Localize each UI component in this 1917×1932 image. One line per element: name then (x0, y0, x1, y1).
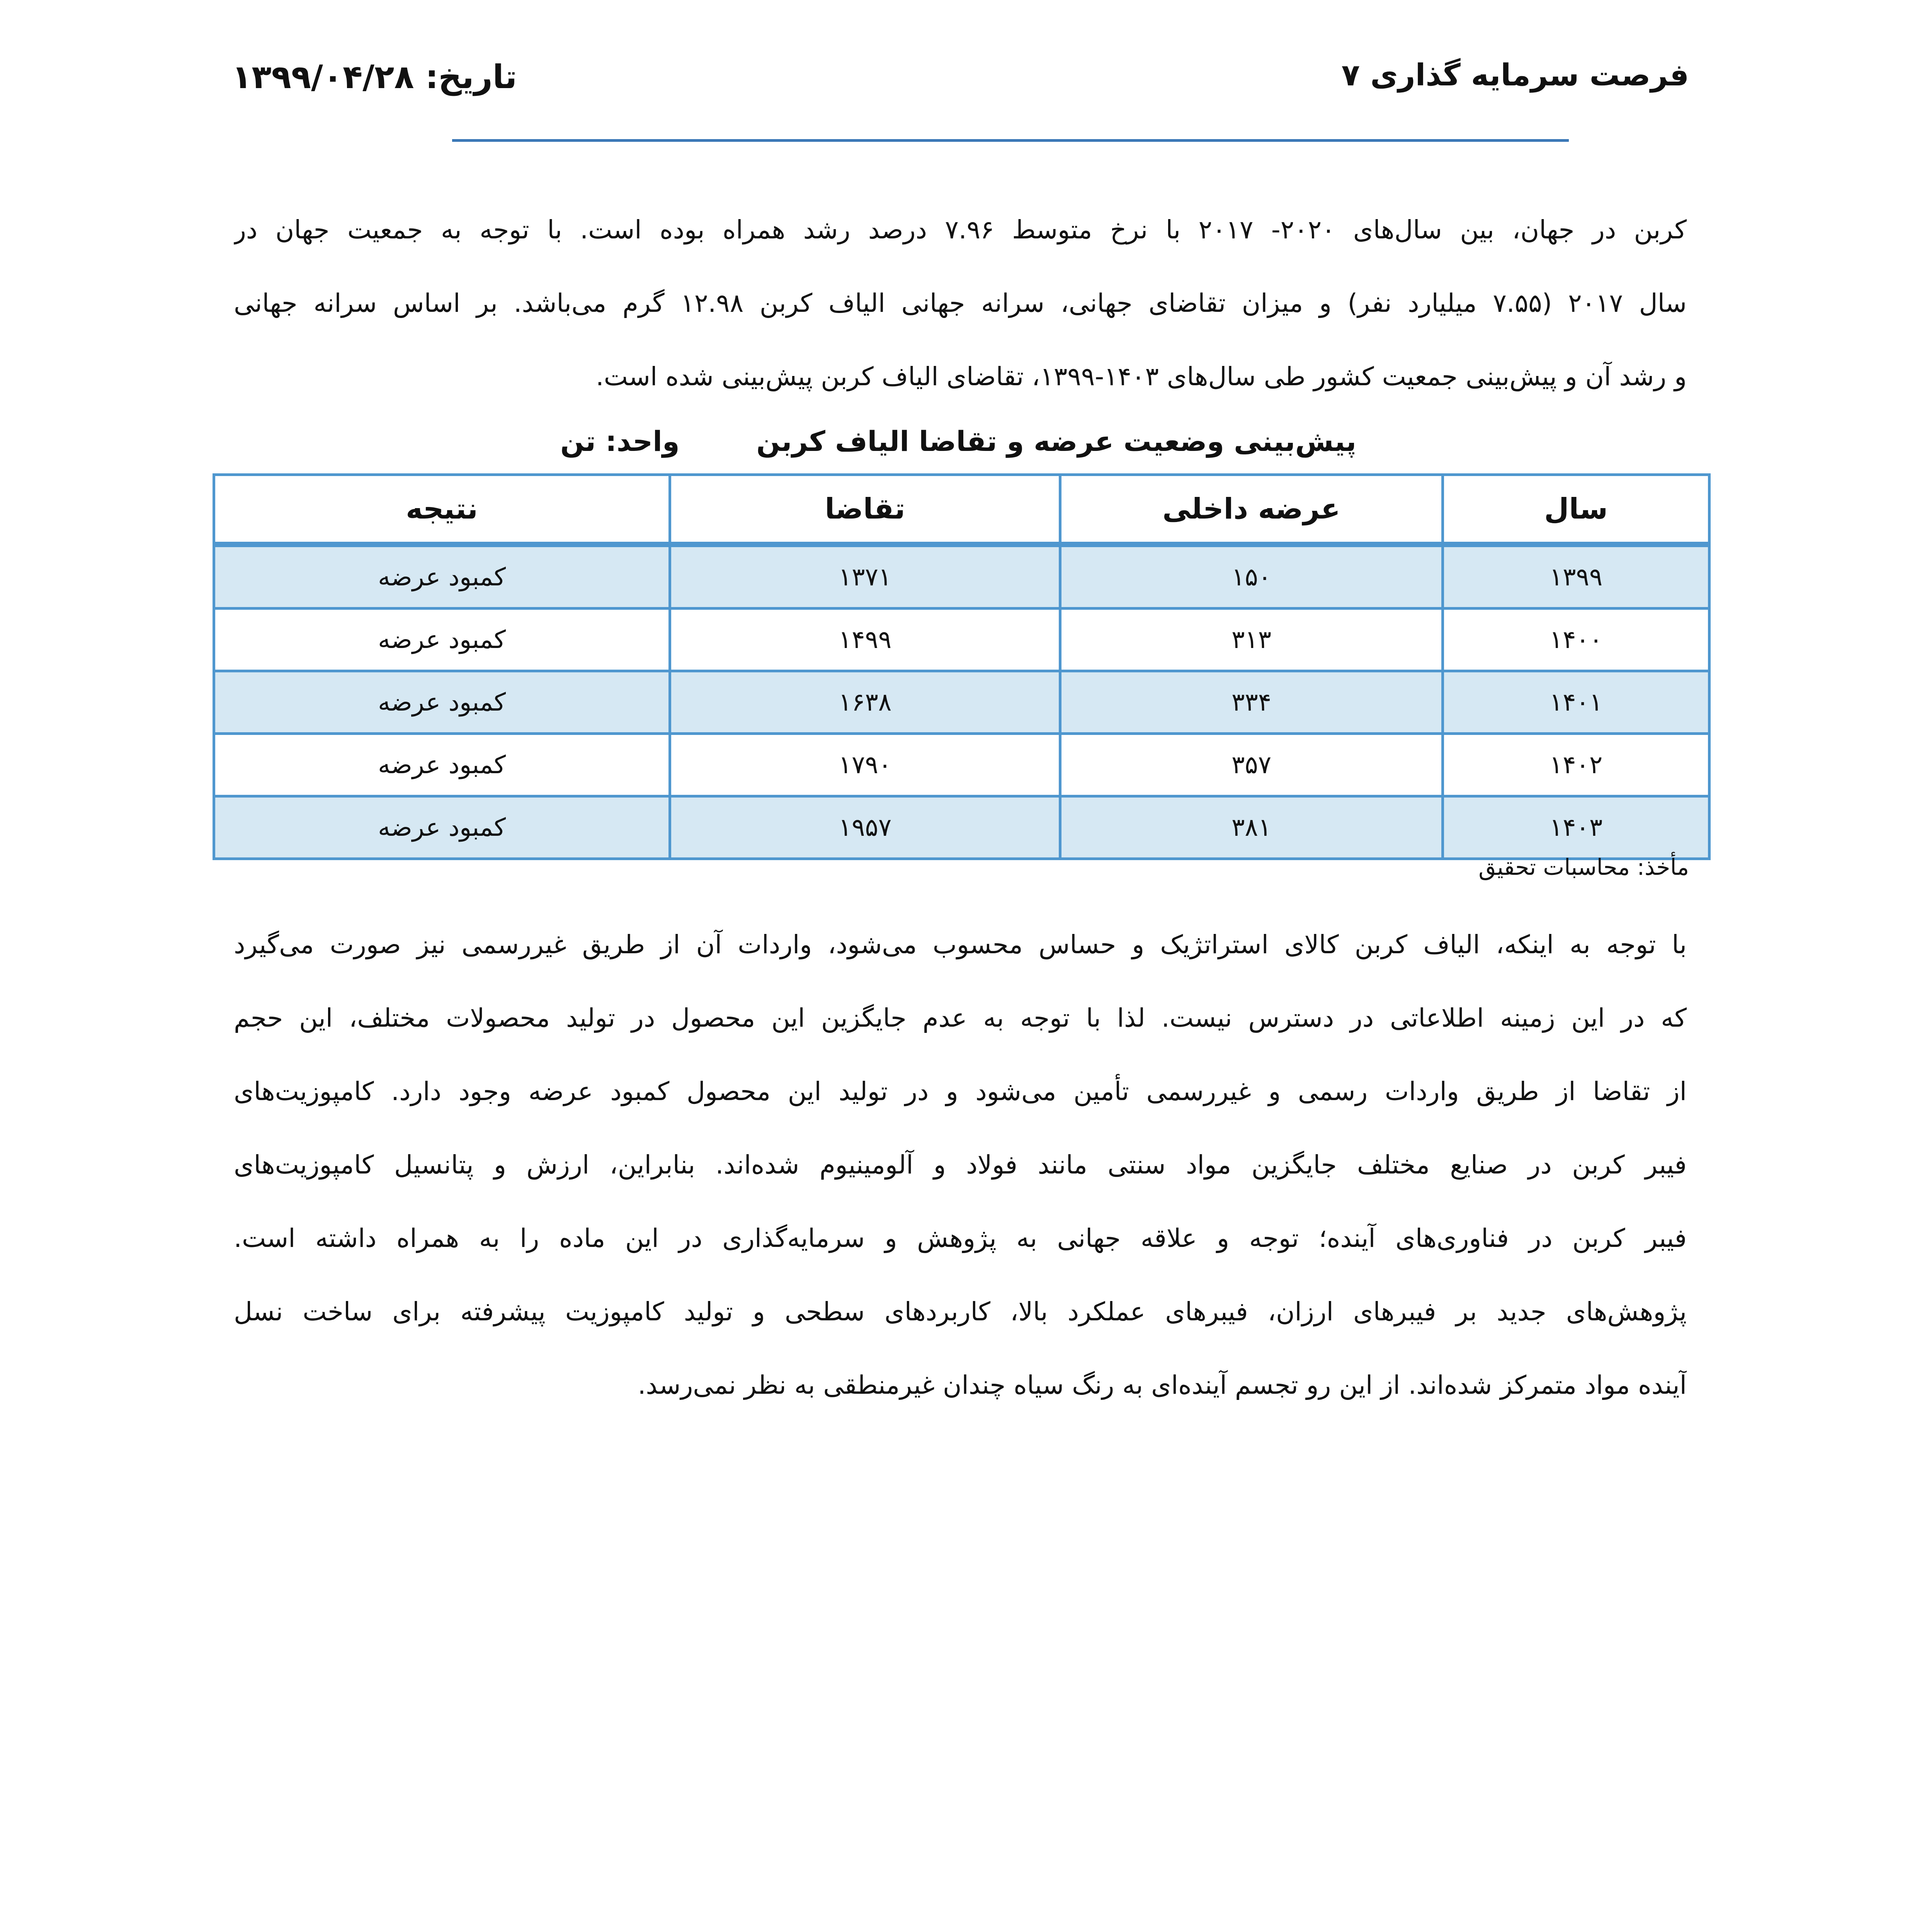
table-title: پیش‌بینی وضعیت عرضه و تقاضا الیاف کربن (756, 425, 1356, 457)
column-header-result: نتیجه (214, 475, 670, 545)
cell-year: ۱۴۰۲ (1443, 734, 1709, 796)
supply-demand-table (213, 473, 1711, 860)
cell-supply: ۳۸۱ (1060, 796, 1443, 859)
cell-demand: ۱۷۹۰ (670, 734, 1060, 796)
body-line: که در این زمینه اطلاعاتی در دسترس نیست. لذا با توجه به عدم جایگزین این محصول در تولید محصولات مختلف، این حجم (234, 1003, 1687, 1033)
cell-year: ۱۴۰۰ (1443, 609, 1709, 671)
intro-line: کربن در جهان، بین سال‌های ۲۰۲۰- ۲۰۱۷ با نرخ متوسط ۷.۹۶ درصد رشد همراه بوده است. با توجه به جمعیت جهان در (234, 215, 1687, 245)
cell-demand: ۱۳۷۱ (670, 544, 1060, 609)
intro-paragraph (234, 193, 1687, 413)
table-header-row (214, 475, 1709, 545)
cell-supply: ۳۱۳ (1060, 609, 1443, 671)
table-row (214, 671, 1709, 734)
column-header-supply: عرضه داخلی (1060, 475, 1443, 545)
column-header-demand: تقاضا (670, 475, 1060, 545)
cell-year: ۱۴۰۳ (1443, 796, 1709, 859)
table-row (214, 544, 1709, 609)
cell-result: کمبود عرضه (214, 609, 670, 671)
table-row (214, 796, 1709, 859)
cell-demand: ۱۶۳۸ (670, 671, 1060, 734)
cell-result: کمبود عرضه (214, 544, 670, 609)
body-line: آینده مواد متمرکز شده‌اند. از این رو تجسم آینده‌ای به رنگ سیاه چندان غیرمنطقی به نظر نمی‌رسد. (638, 1370, 1687, 1400)
intro-line: و رشد آن و پیش‌بینی جمعیت کشور طی سال‌های ۱۴۰۳-۱۳۹۹، تقاضای الیاف کربن پیش‌بینی شده است. (595, 362, 1687, 391)
body-line: از تقاضا از طریق واردات رسمی و غیررسمی تأمین می‌شود و در تولید این محصول کمبود عرضه وجود دارد. کامپوزیت‌های (234, 1077, 1687, 1106)
cell-result: کمبود عرضه (214, 796, 670, 859)
body-line: پژوهش‌های جدید بر فیبرهای ارزان، فیبرهای عملکرد بالا، کاربردهای سطحی و تولید کامپوزیت پیشرفته برای ساخت نسل (234, 1297, 1687, 1327)
cell-demand: ۱۹۵۷ (670, 796, 1060, 859)
table-row (214, 609, 1709, 671)
body-line: فیبر کربن در صنایع مختلف جایگزین مواد سنتی مانند فولاد و آلومینیوم شده‌اند. بنابراین، ارزش و پتانسیل کامپوزیت‌های (234, 1150, 1687, 1180)
cell-result: کمبود عرضه (214, 734, 670, 796)
cell-supply: ۳۳۴ (1060, 671, 1443, 734)
document-date: تاریخ: ۱۳۹۹/۰۴/۲۸ (232, 58, 517, 96)
cell-year: ۱۳۹۹ (1443, 544, 1709, 609)
body-paragraph (234, 908, 1687, 1422)
table-source-note: مأخذ: محاسبات تحقیق (1478, 854, 1689, 880)
intro-line: سال ۲۰۱۷ (۷.۵۵ میلیارد نفر) و میزان تقاضای جهانی، سرانه جهانی الیاف کربن ۱۲.۹۸ گرم می‌باشد. بر اساس سرانه جهانی (234, 288, 1687, 318)
body-line: با توجه به اینکه، الیاف کربن کالای استراتژیک و حساس محسوب می‌شود، واردات آن از طریق غیررسمی نیز صورت می‌گیرد (234, 930, 1687, 959)
cell-result: کمبود عرضه (214, 671, 670, 734)
cell-demand: ۱۴۹۹ (670, 609, 1060, 671)
table-unit: واحد: تن (560, 425, 680, 457)
cell-supply: ۱۵۰ (1060, 544, 1443, 609)
body-line: فیبر کربن در فناوری‌های آینده؛ توجه و علاقه جهانی به پژوهش و سرمایه‌گذاری در این ماده را به همراه داشته است. (234, 1223, 1687, 1253)
table-caption (553, 425, 1403, 471)
cell-supply: ۳۵۷ (1060, 734, 1443, 796)
column-header-year: سال (1443, 475, 1709, 545)
header-divider (452, 139, 1569, 142)
cell-year: ۱۴۰۱ (1443, 671, 1709, 734)
table-row (214, 734, 1709, 796)
document-title: فرصت سرمایه گذاری ۷ (1341, 58, 1689, 93)
